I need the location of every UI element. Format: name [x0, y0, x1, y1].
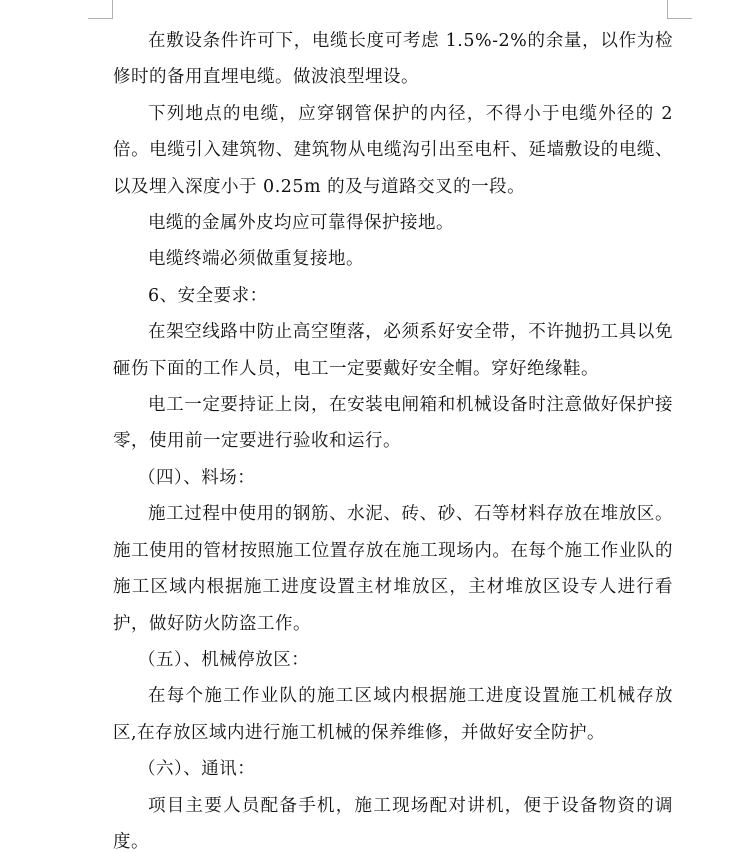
margin-corner-mark-right-horizontal [667, 18, 692, 19]
paragraph-material-storage: 施工过程中使用的钢筋、水泥、砖、砂、石等材料存放在堆放区。施工使用的管材按照施工位置存放在施工现场内。在每个施工作业队的施工区域内根据施工进度设置主材堆放区，主材堆放区设专人进行看护，做好防火防盗工作。 [113, 504, 673, 634]
section-heading-machinery-parking: （五）、机械停放区： [138, 649, 310, 670]
document-body [113, 23, 673, 853]
paragraph-steel-pipe-protection: 下列地点的电缆，应穿钢管保护的内径，不得小于电缆外径的 2 倍。电缆引入建筑物、建筑物从电缆沟引出至电杆、延墙敷设的电缆、以及埋入深度小于 0.25m 的及与道路交叉的一段。 [113, 103, 673, 197]
section-heading-material-yard: （四）、料场： [138, 467, 256, 488]
paragraph-communication-equipment: 项目主要人员配备手机，施工现场配对讲机，便于设备物资的调度。 [113, 795, 673, 852]
paragraph-metal-sheath-grounding: 电缆的金属外皮均应可靠得保护接地。 [148, 213, 454, 234]
paragraph-electrician-certification: 电工一定要持证上岗，在安装电闸箱和机械设备时注意做好保护接零，使用前一定要进行验收和运行。 [113, 395, 673, 452]
paragraph-fall-protection: 在架空线路中防止高空堕落，必须系好安全带，不许抛扔工具以免砸伤下面的工作人员，电工一定要戴好安全帽。穿好绝缘鞋。 [113, 322, 673, 379]
paragraph-cable-length-allowance: 在敷设条件许可下，电缆长度可考虑 1.5%-2%的余量，以作为检修时的备用直埋电缆。做波浪型埋设。 [113, 31, 673, 88]
margin-corner-mark-right-vertical [667, 0, 668, 18]
margin-corner-mark-left-vertical [112, 0, 113, 18]
paragraph-machinery-storage: 在每个施工作业队的施工区域内根据施工进度设置施工机械存放区,在存放区域内进行施工机械的保养维修，并做好安全防护。 [113, 686, 673, 743]
paragraph-terminal-repeat-grounding: 电缆终端必须做重复接地。 [148, 249, 364, 270]
section-heading-safety-requirements: 6、安全要求： [148, 285, 268, 306]
section-heading-communication: （六）、通讯： [138, 759, 256, 780]
margin-corner-mark-left-horizontal [88, 18, 113, 19]
